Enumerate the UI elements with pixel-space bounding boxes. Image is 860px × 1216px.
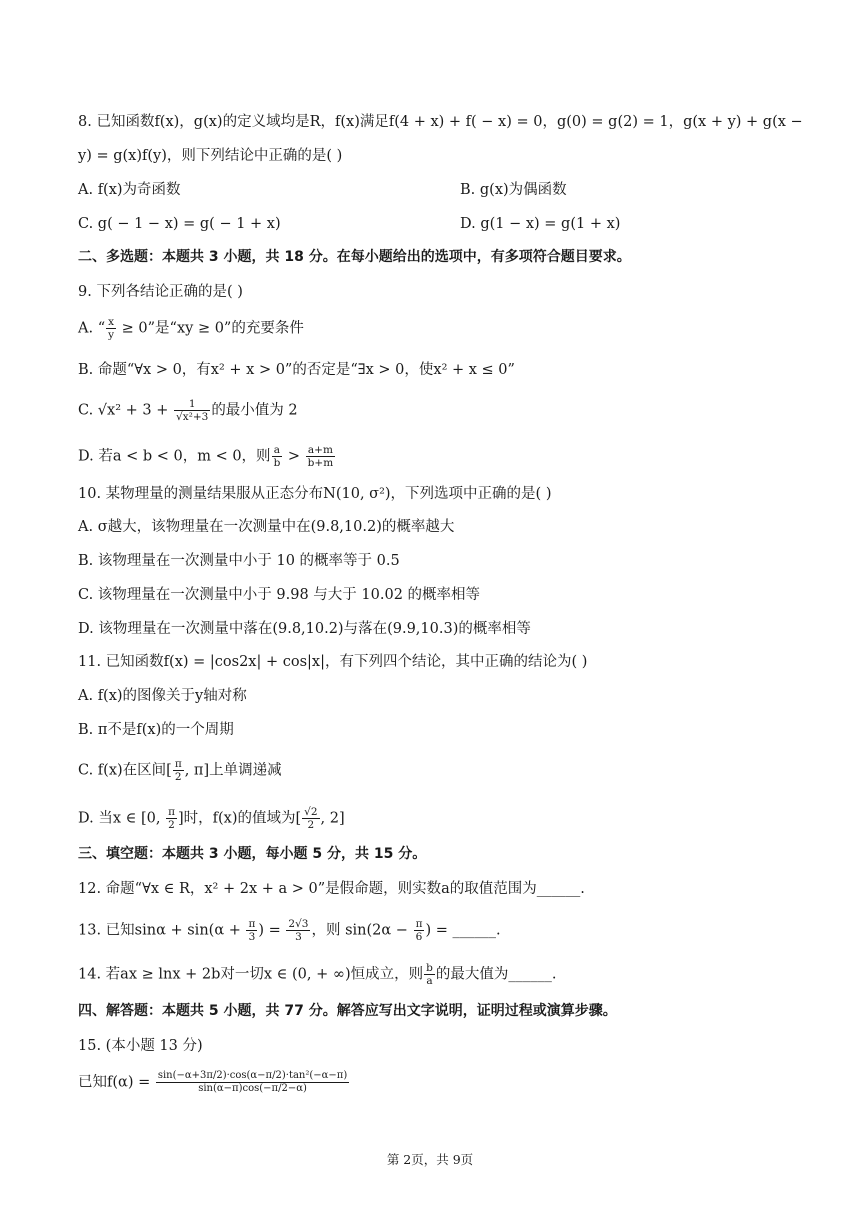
q9-d-mid: > bbox=[283, 448, 305, 465]
q13-mid: ) = bbox=[258, 922, 286, 939]
q9-d-denominator2: b+m bbox=[307, 457, 334, 469]
q13-fraction2 bbox=[286, 918, 310, 943]
q11-d-numerator1: π bbox=[168, 806, 175, 818]
q15-heading: 15. (本小题 13 分) bbox=[78, 1038, 203, 1054]
q10-option-d: D. 该物理量在一次测量中落在(9.8,10.2)与落在(9.9,10.3)的概率相等 bbox=[78, 621, 531, 637]
q11-d-prefix: D. 当x ∈ [0, bbox=[78, 810, 166, 827]
q15-fraction bbox=[156, 1070, 349, 1095]
q13-mid2: ，则 sin(2α − bbox=[311, 922, 413, 939]
q9-c-numerator: 1 bbox=[174, 398, 210, 411]
q13-stem bbox=[78, 918, 786, 943]
q8-stem-line1: 8. 已知函数f(x)，g(x)的定义域均是R，f(x)满足f(4 + x) + f( − x) = 0，g(0) = g(2) = 1，g(x + y) + g(x − bbox=[78, 114, 803, 130]
q13-numerator1: π bbox=[248, 918, 256, 930]
q15-prefix: 已知f(α) = bbox=[78, 1074, 155, 1091]
q9-d-prefix: D. 若a < b < 0，m < 0，则 bbox=[78, 448, 271, 465]
q9-a-prefix: A. “ bbox=[78, 320, 106, 337]
q14-stem bbox=[78, 962, 786, 987]
q13-fraction1 bbox=[246, 918, 257, 943]
q11-d-mid: ]时，f(x)的值域为[ bbox=[177, 810, 302, 827]
q13-suffix: ) = ______. bbox=[425, 922, 501, 939]
q11-c-numerator: π bbox=[174, 758, 182, 770]
q9-c-fraction bbox=[174, 398, 210, 423]
q9-option-b: B. 命题“∀x > 0，有x² + x > 0”的否定是“∃x > 0，使x² + x ≤ 0” bbox=[78, 362, 515, 378]
q8-option-a: A. f(x)为奇函数 bbox=[78, 182, 181, 198]
q11-d-suffix: , 2] bbox=[320, 810, 345, 827]
q8-option-c: C. g( − 1 − x) = g( − 1 + x) bbox=[78, 216, 281, 232]
q9-option-a bbox=[78, 316, 786, 341]
q9-option-d bbox=[78, 444, 786, 469]
q11-d-fraction2 bbox=[302, 806, 319, 831]
q11-c-fraction bbox=[173, 758, 184, 783]
q9-a-suffix: ≥ 0”是“xy ≥ 0”的充要条件 bbox=[117, 320, 304, 337]
q13-numerator3: π bbox=[415, 918, 423, 930]
q9-a-denominator: y bbox=[108, 329, 115, 341]
q13-denominator1: 3 bbox=[248, 931, 256, 943]
q9-stem: 9. 下列各结论正确的是( ) bbox=[78, 284, 243, 300]
q13-numerator2: 2√3 bbox=[288, 918, 309, 930]
q13-denominator3: 6 bbox=[415, 931, 423, 943]
q11-option-a: A. f(x)的图像关于y轴对称 bbox=[78, 688, 247, 704]
q11-option-d bbox=[78, 806, 786, 831]
q8-stem-line2: y) = g(x)f(y)，则下列结论中正确的是( ) bbox=[78, 148, 343, 164]
q11-c-denominator: 2 bbox=[174, 771, 182, 783]
q11-d-numerator2: √2 bbox=[304, 806, 318, 818]
q9-d-denominator1: b bbox=[273, 457, 281, 469]
section-4-heading: 四、解答题：本题共 5 小题，共 77 分。解答应写出文字说明，证明过程或演算步骤。 bbox=[78, 1003, 617, 1019]
q9-d-fraction2 bbox=[306, 444, 335, 469]
q11-d-fraction1 bbox=[166, 806, 177, 831]
q9-c-prefix: C. √x² + 3 + bbox=[78, 402, 173, 419]
q11-d-denominator2: 2 bbox=[307, 819, 315, 831]
q9-d-numerator1: a bbox=[272, 444, 283, 457]
q9-d-fraction1 bbox=[272, 444, 283, 469]
section-3-heading: 三、填空题：本题共 3 小题，每小题 5 分，共 15 分。 bbox=[78, 846, 427, 862]
q9-c-denominator: √x²+3 bbox=[176, 411, 209, 423]
q12-stem: 12. 命题“∀x ∈ R，x² + 2x + a > 0”是假命题，则实数a的取值范围为______. bbox=[78, 881, 585, 897]
q8-options-cd bbox=[78, 214, 786, 234]
q11-c-suffix: , π]上单调递减 bbox=[184, 762, 282, 779]
q11-stem: 11. 已知函数f(x) = |cos2x| + cos|x|，有下列四个结论，其中正确的结论为( ) bbox=[78, 654, 588, 670]
q9-c-suffix: 的最小值为 2 bbox=[211, 402, 298, 419]
q9-a-fraction bbox=[106, 316, 116, 341]
q11-c-prefix: C. f(x)在区间[ bbox=[78, 762, 172, 779]
section-2-heading: 二、多选题：本题共 3 小题，共 18 分。在每小题给出的选项中，有多项符合题目要求。 bbox=[78, 249, 631, 265]
page-footer: 第 2页，共 9页 bbox=[386, 1152, 474, 1167]
q8-options-ab bbox=[78, 180, 786, 200]
q8-option-d: D. g(1 − x) = g(1 + x) bbox=[460, 216, 621, 232]
q9-option-c bbox=[78, 398, 786, 423]
q11-option-c bbox=[78, 758, 786, 783]
q14-prefix: 14. 若ax ≥ lnx + 2b对一切x ∈ (0, + ∞)恒成立，则 bbox=[78, 966, 424, 983]
q13-denominator2: 3 bbox=[295, 931, 302, 943]
q11-d-denominator1: 2 bbox=[168, 819, 175, 831]
q10-stem: 10. 某物理量的测量结果服从正态分布N(10, σ²)，下列选项中正确的是( ) bbox=[78, 486, 552, 502]
q14-numerator: b bbox=[426, 962, 433, 974]
q15-numerator: sin(−α+3π/2)·cos(α−π/2)·tan²(−α−π) bbox=[157, 1070, 348, 1081]
q9-d-numerator2: a+m bbox=[306, 444, 335, 457]
q11-option-b: B. π不是f(x)的一个周期 bbox=[78, 722, 234, 738]
q15-denominator: sin(α−π)cos(−π/2−α) bbox=[198, 1083, 307, 1094]
q13-fraction3 bbox=[414, 918, 425, 943]
q14-fraction bbox=[424, 962, 435, 987]
q10-option-b: B. 该物理量在一次测量中小于 10 的概率等于 0.5 bbox=[78, 553, 400, 569]
q10-option-a: A. σ越大，该物理量在一次测量中在(9.8,10.2)的概率越大 bbox=[78, 519, 455, 535]
q14-suffix: 的最大值为______. bbox=[435, 966, 557, 983]
q15-formula bbox=[78, 1070, 786, 1095]
q9-a-numerator: x bbox=[106, 316, 116, 329]
q14-denominator: a bbox=[426, 975, 433, 987]
q13-prefix: 13. 已知sinα + sin(α + bbox=[78, 922, 246, 939]
q10-option-c: C. 该物理量在一次测量中小于 9.98 与大于 10.02 的概率相等 bbox=[78, 587, 481, 603]
q8-option-b: B. g(x)为偶函数 bbox=[460, 182, 567, 198]
